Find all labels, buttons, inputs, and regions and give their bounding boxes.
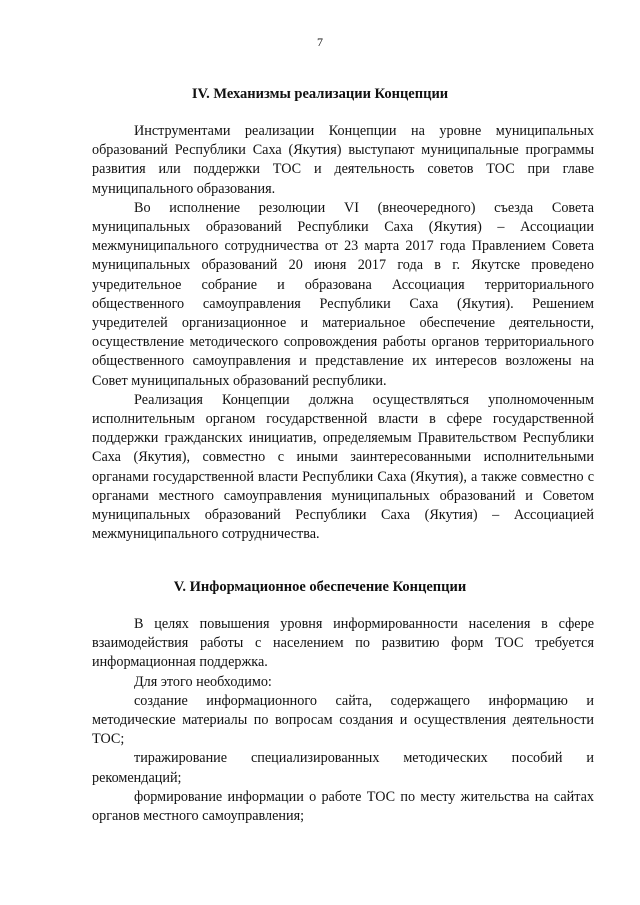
- section-4-heading: IV. Механизмы реализации Концепции: [191, 86, 449, 102]
- list-item: формирование информации о работе ТОС по месту жительства на сайтах органов местного самоуправления;: [92, 788, 594, 825]
- section-4-paragraph-3: Реализация Концепции должна осуществляться уполномоченным исполнительным органом государственной власти в сфере государственной поддержки гражданских инициатив, определяемым Правительством Республики Саха (Якутия), совместно с иными заинтересованными исполнительными органами государственной власти Республики Саха (Якутия), а также совместно с органами местного самоуправления муниципальных образований и Советом муниципальных образований Республики Саха (Якутия) – Ассоциацией межмуниципального сотрудничества.: [92, 391, 594, 543]
- page-number: 7: [317, 35, 323, 49]
- section-5-heading: V. Информационное обеспечение Концепции: [173, 579, 467, 595]
- section-5-body: [92, 615, 594, 826]
- list-item: создание информационного сайта, содержащего информацию и методические материалы по вопросам создания и осуществления деятельности ТОС;: [92, 692, 594, 748]
- section-4-paragraph-1: Инструментами реализации Концепции на уровне муниципальных образований Республики Саха (Якутия) выступают муниципальные программы развития или поддержки ТОС и деятельность советов ТОС при главе муниципального образования.: [92, 123, 594, 197]
- section-4-paragraph-2: Во исполнение резолюции VI (внеочередного) съезда Совета муниципальных образований Республики Саха (Якутия) – Ассоциации межмуниципального сотрудничества от 23 марта 2017 года Правлением Совета муниципальных образований 20 июня 2017 года в г. Якутске проведено учредительное собрание и образована Ассоциация территориального общественного самоуправления Республики Саха (Якутия). Решением учредителей организационное и материальное обеспечение деятельности, осуществление методического сопровождения работы органов территориального общественного самоуправления и представление их интересов возложены на Совет муниципальных образований республики.: [92, 199, 594, 389]
- section-5-intro: В целях повышения уровня информированности населения в сфере взаимодействия работы с населением по развитию форм ТОС требуется информационная поддержка.: [92, 616, 594, 671]
- list-item: тиражирование специализированных методических пособий и рекомендаций;: [92, 750, 594, 786]
- section-5-lead: Для этого необходимо:: [134, 673, 272, 690]
- section-4-body: [92, 122, 594, 544]
